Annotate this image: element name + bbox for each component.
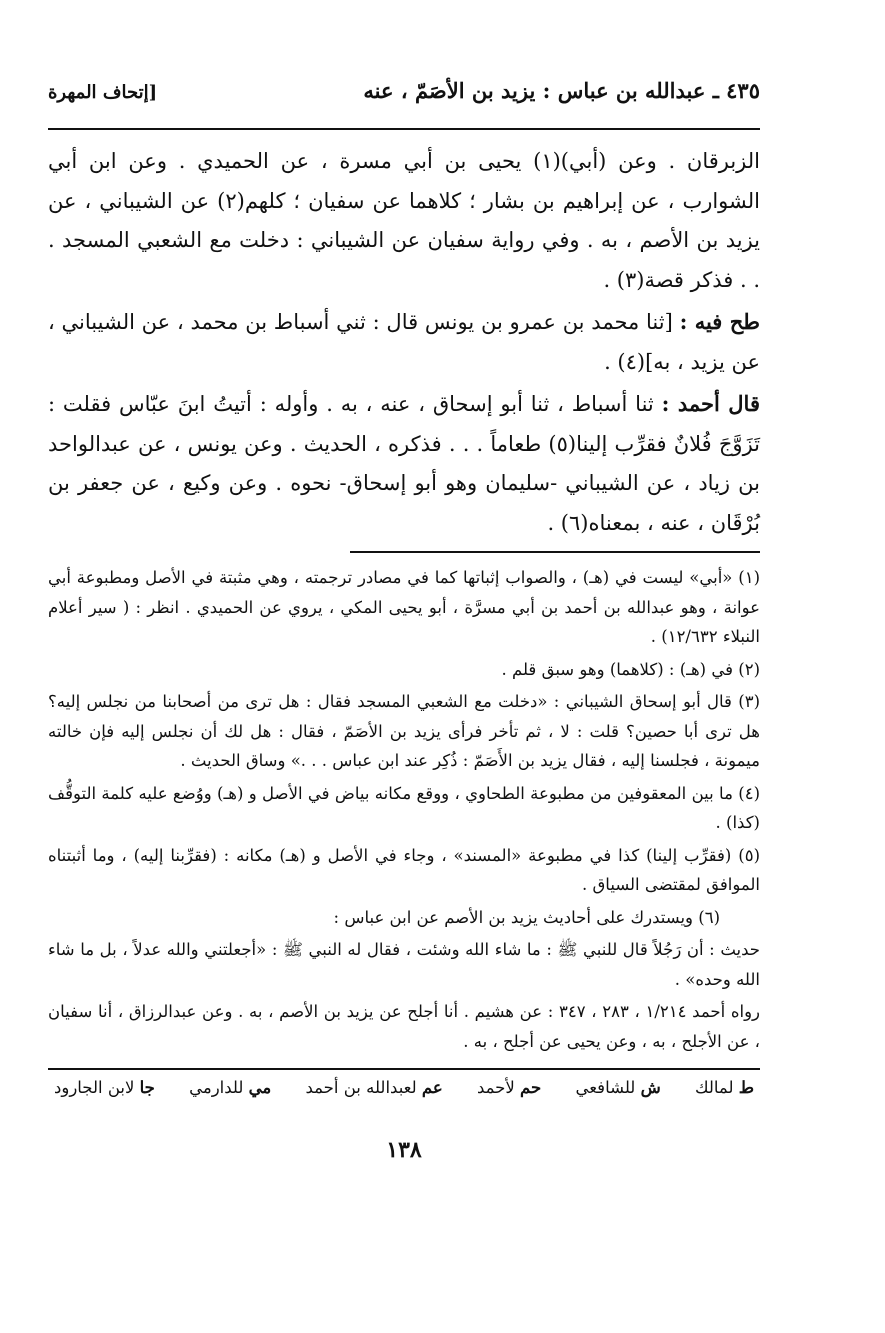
body-paragraph-3: [48, 384, 760, 543]
body-paragraph-2: [48, 302, 760, 382]
abbr-item: ش للشافعي: [575, 1078, 661, 1097]
abbr-item: حم لأحمد: [476, 1078, 542, 1097]
footnote-3: (٣) قال أبو إسحاق الشيباني : «دخلت مع الشعبي المسجد فقال : هل ترى من أصحابنا من نجلس إليه؟ هل ترى أبا حصين؟ قلت : لا ، ثم تأخر فرأى يزيد بن الأصَمّ ، فقال : هل لك أن نجلس إليه فإن خالته ميمونة ، فجلسنا إليه ، فقال يزيد بن الأَصَمّ : ذُكِر عند ابن عباس . . .» وساق الحديث .: [48, 692, 760, 770]
footnote-6-sources: رواه أحمد ١/٢١٤ ، ٢٨٣ ، ٣٤٧ : عن هشيم . أنا أجلح عن يزيد بن الأصم ، به . وعن عبدالرزاق ، أنا سفيان ، عن الأجلح ، به ، وعن يحيى عن أجلح ، به .: [48, 1002, 760, 1051]
footnote-2: (٢) في (هـ) : (كلاهما) وهو سبق قلم .: [501, 659, 760, 679]
footnote-6: (٦) ويستدرك على أحاديث يزيد بن الأصم عن ابن عباس :: [333, 907, 720, 927]
abbreviations-rule: [48, 1068, 760, 1070]
paragraph-2-lead: طح فيه :: [679, 309, 761, 334]
header-rule: [48, 128, 760, 130]
page: [48, 78, 760, 1163]
header-book-title: [إتحاف المهرة: [48, 82, 158, 103]
abbr-item: مي للدارمي: [189, 1078, 272, 1097]
body-paragraph-1: الزبرقان . وعن (أبي)(١) يحيى بن أبي مسرة ، عن الحميدي . وعن ابن أبي الشوارب ، عن إبراهيم بن بشار ؛ كلاهما عن سفيان ؛ كلهم(٢) عن الشيباني ، عن يزيد بن الأصم ، به . وفي رواية سفيان عن الشيباني : دخلت مع الشعبي المسجد . . . فذكر قصة(٣) .: [48, 149, 761, 292]
header-title: ٤٣٥ ـ عبدالله بن عباس : يزيد بن الأصَمّ ، عنه: [363, 78, 760, 103]
abbr-item: عم لعبدالله بن أحمد: [305, 1078, 443, 1097]
footnote-5: (٥) (فقرِّب إلينا) كذا في مطبوعة «المسند» ، وجاء في الأصل و (هـ) مكانه : (فقرِّبنا إليه) ، وما أثبتناه الموافق لمقتضى السياق .: [48, 845, 760, 894]
page-number: ١٣٨: [386, 1137, 422, 1163]
abbr-item: جا لابن الجارود: [54, 1078, 155, 1097]
footnote-4: (٤) ما بين المعقوفين من مطبوعة الطحاوي ، ووقع مكانه بياض في الأصل و (هـ) ووُضع عليه كلمة التوقُّف (كذا) .: [48, 783, 760, 832]
footnote-6-hadith: حديث : أن رَجُلاً قال للنبي ﷺ : ما شاء الله وشئت ، فقال له النبي ﷺ : «أجعلتني والله عدلاً ، بل ما شاء الله وحده» .: [48, 940, 760, 989]
abbreviations-key: [48, 1078, 760, 1097]
paragraph-3-lead: قال أحمد :: [661, 391, 760, 416]
abbr-item: ط لمالك: [694, 1078, 754, 1097]
running-header: [48, 78, 760, 118]
footnote-1: (١) «أبي» ليست في (هـ) ، والصواب إثباتها كما في مصادر ترجمته ، وهي مثبتة في الأصل ومطبوعة أبي عوانة ، وهو عبدالله بن أحمد بن أبي مسرَّة ، أبو يحيى المكي ، يروي عن الحميدي . انظر : ( سير أعلام النبلاء ١٢/٦٣٢) .: [48, 568, 760, 646]
footnote-separator: [350, 551, 760, 553]
paragraph-3-text: ثنا أسباط ، ثنا أبو إسحاق ، عنه ، به . وأوله : أتيتُ ابنَ عبّاس فقلت : تَزَوَّجَ فُلانٌ فقرِّب إلينا(٥) طعاماً . . . فذكره ، الحديث . وعن يونس ، عن عبدالواحد بن زياد ، عن الشيباني -سليمان وهو أبو إسحاق- نحوه . وعن وكيع ، عن جعفر بن بُرْقَان ، عنه ، بمعناه(٦) .: [48, 392, 760, 535]
paragraph-2-text: [ثنا محمد بن عمرو بن يونس قال : ثني أسباط بن محمد ، عن الشيباني ، عن يزيد ، به](٤) .: [48, 310, 760, 374]
